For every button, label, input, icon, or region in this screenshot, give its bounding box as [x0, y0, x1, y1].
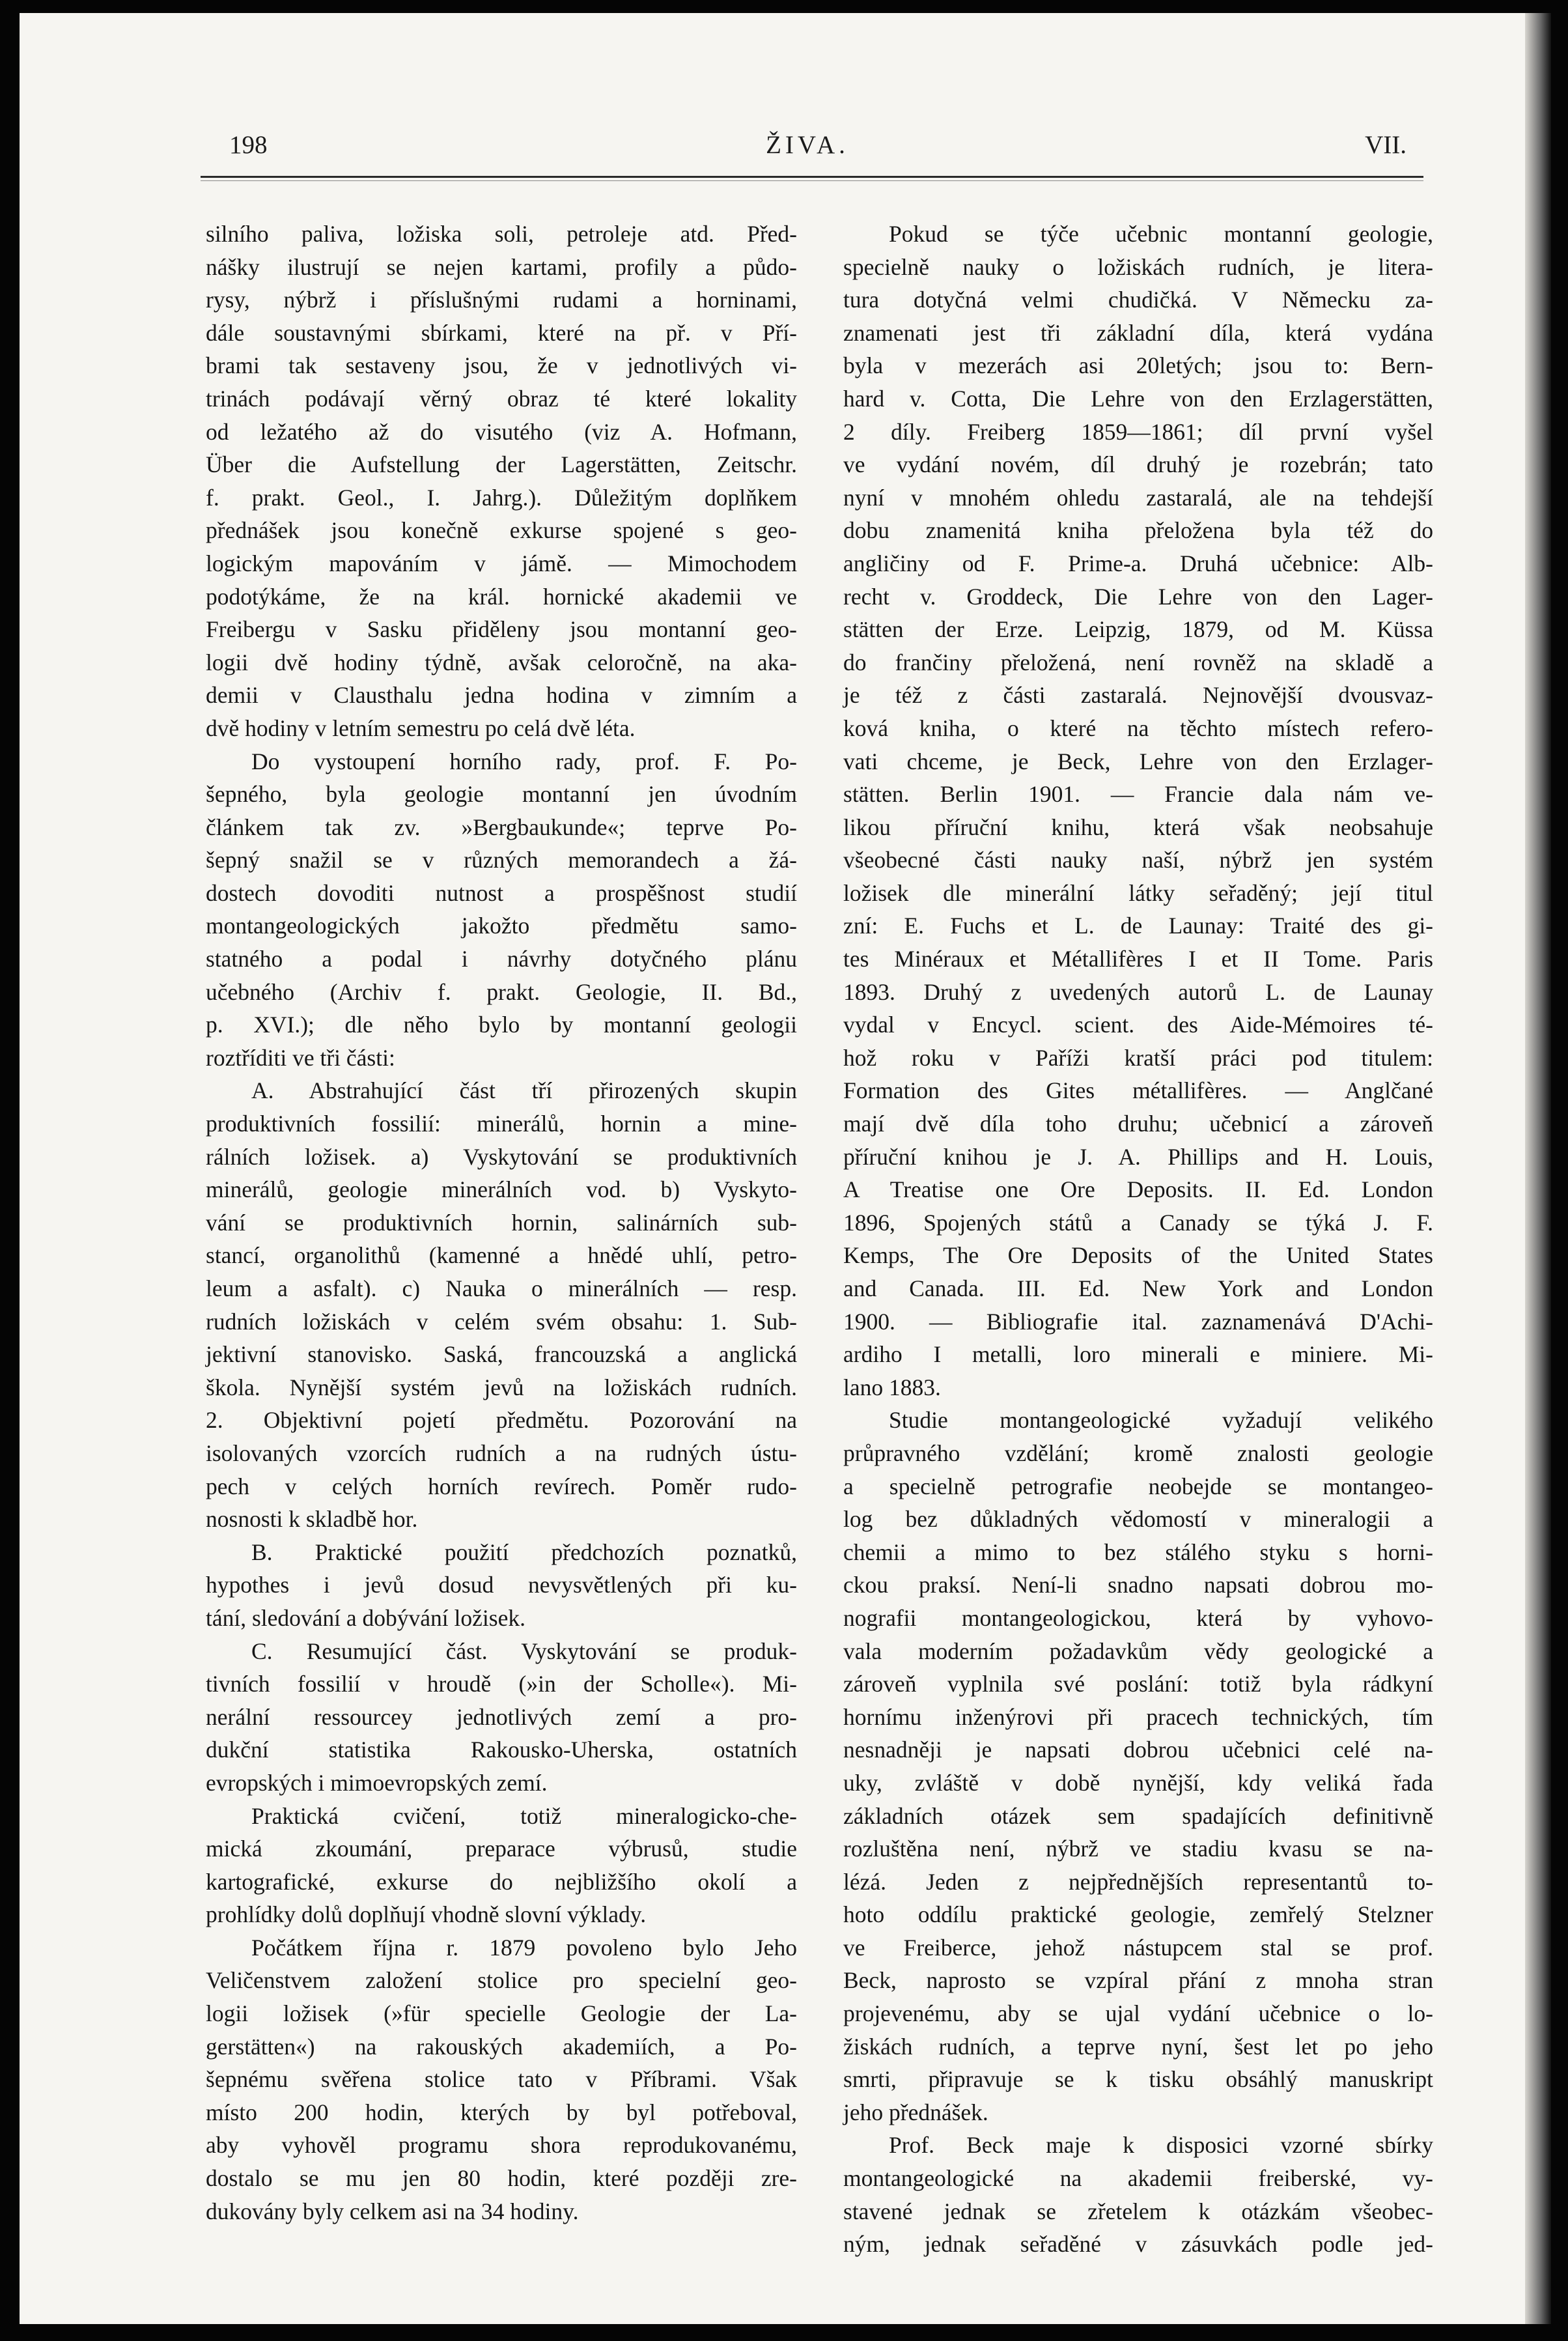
text-line: rudních ložiskách v celém svém obsahu: 1. Sub-	[206, 1308, 797, 1335]
text-line: nerální ressourcey jednotlivých zemí a pro-	[206, 1703, 797, 1730]
text-line: Über die Aufstellung der Lagerstätten, Zeitschr.	[206, 451, 797, 478]
text-line: tání, sledování a dobývání ložisek.	[206, 1604, 525, 1631]
text-line: f. prakt. Geol., I. Jahrg.). Důležitým doplňkem	[206, 484, 797, 511]
text-line: tivních fossilií v hroudě (»in der Scholle«). Mi-	[206, 1671, 797, 1697]
text-line: 1900. — Bibliografie ital. zaznamenává D'Achi-	[843, 1308, 1433, 1335]
text-line: A. Abstrahující část tří přirozených skupin	[251, 1077, 797, 1104]
text-line: logickým mapováním v jámě. — Mimochodem	[206, 550, 797, 576]
text-line: učebného (Archiv f. prakt. Geologie, II. Bd.,	[206, 978, 797, 1005]
text-line: Praktická cvičení, totiž mineralogicko-che-	[251, 1802, 797, 1829]
text-line: nyní v mnohém ohledu zastaralá, ale na tehdejší	[843, 484, 1433, 511]
text-line: smrti, připravuje se k tisku obsáhlý manuskript	[843, 2066, 1433, 2093]
text-line: vydal v Encycl. scient. des Aide-Mémoires té-	[843, 1012, 1433, 1038]
text-line: hož roku v Paříži kratší práci pod titulem:	[843, 1044, 1433, 1071]
text-line: lézá. Jeden z nejpřednějších representantů to-	[843, 1868, 1433, 1895]
text-line: isolovaných vzorcích rudních a na rudných ústu-	[206, 1440, 797, 1466]
text-line: Pokud se týče učebnic montanní geologie,	[889, 221, 1433, 247]
text-line: 2. Objektivní pojetí předmětu. Pozorování na	[206, 1407, 797, 1434]
text-line: tura dotyčná velmi chudičká. V Německu za-	[843, 287, 1433, 313]
text-line: brami tak sestaveny jsou, že v jednotlivých vi-	[206, 352, 797, 379]
text-line: demii v Clausthalu jedna hodina v zimním a	[206, 682, 797, 709]
text-line: montangeologických jakožto předmětu samo-	[206, 913, 797, 939]
text-line: evropských i mimoevropských zemí.	[206, 1769, 548, 1796]
text-line: and Canada. III. Ed. New York and London	[843, 1275, 1433, 1301]
text-line: montangeologické na akademii freiberské, vy-	[843, 2165, 1433, 2192]
text-line: dostalo se mu jen 80 hodin, které později zre-	[206, 2165, 797, 2192]
text-line: mická zkoumání, preparace výbrusů, studie	[206, 1836, 797, 1862]
text-line: podotýkáme, že na král. hornické akademii ve	[206, 583, 797, 610]
text-line: tes Minéraux et Métallifères I et II Tome. Paris	[843, 946, 1433, 972]
text-line: základních otázek sem spadajících definitivně	[843, 1802, 1433, 1829]
text-line: gerstätten«) na rakouských akademiích, a Po-	[206, 2033, 797, 2060]
text-line: 2 díly. Freiberg 1859—1861; díl první vyšel	[843, 418, 1433, 445]
text-line: minerálů, geologie minerálních vod. b) Vyskyto-	[206, 1176, 797, 1203]
text-line: angličiny od F. Prime-a. Druhá učebnice: Alb-	[843, 550, 1433, 576]
text-line: Kemps, The Ore Deposits of the United States	[843, 1242, 1433, 1269]
text-line: uky, zvláště v době nynější, kdy veliká řada	[843, 1769, 1433, 1796]
text-line: Prof. Beck maje k disposici vzorné sbírky	[889, 2132, 1433, 2159]
text-line: projevenému, aby se ujal vydání učebnice o lo-	[843, 2000, 1433, 2027]
text-line: stätten der Erze. Leipzig, 1879, od M. Küssa	[843, 616, 1433, 643]
text-line: Freibergu v Sasku přiděleny jsou montanní geo-	[206, 616, 797, 643]
text-line: Beck, naprosto se vzpíral přání z mnoha stran	[843, 1967, 1433, 1994]
text-line: nášky ilustrují se nejen kartami, profily a půdo-	[206, 253, 797, 280]
text-line: ve vydání novém, díl druhý je rozebrán; tato	[843, 451, 1433, 478]
text-line: mají dvě díla toho druhu; učebnicí a zároveň	[843, 1111, 1433, 1137]
text-line: zároveň vyplnila své poslání: totiž byla rádkyní	[843, 1671, 1433, 1697]
text-line: pech v celých horních revírech. Poměr rudo-	[206, 1473, 797, 1499]
text-line: je též z části zastaralá. Nejnovější dvousvaz-	[843, 682, 1433, 709]
text-line: dukovány byly celkem asi na 34 hodiny.	[206, 2198, 579, 2224]
text-line: kartografické, exkurse do nejbližšího okolí a	[206, 1868, 797, 1895]
text-line: nesnadněji je napsati dobrou učebnici celé na-	[843, 1737, 1433, 1763]
text-line: dále soustavnými sbírkami, které na př. v Pří-	[206, 319, 797, 346]
left-column	[206, 218, 797, 2228]
text-line: místo 200 hodin, kterých by byl potřeboval,	[206, 2099, 797, 2125]
text-line: ložisek dle minerální látky seřaděný; její titul	[843, 879, 1433, 906]
text-line: statného a podal i návrhy dotyčného plánu	[206, 946, 797, 972]
text-line: hard v. Cotta, Die Lehre von den Erzlagerstätten,	[843, 385, 1433, 412]
volume-number: VII.	[1365, 131, 1407, 159]
text-line: dostech dovoditi nutnost a prospěšnost studií	[206, 879, 797, 906]
text-line: hoto oddílu praktické geologie, zemřelý Stelzner	[843, 1901, 1433, 1928]
text-line: leum a asfalt). c) Nauka o minerálních — resp.	[206, 1275, 797, 1301]
journal-title: ŽIVA.	[766, 131, 849, 159]
text-line: 1896, Spojených států a Canady se týká J. F.	[843, 1209, 1433, 1236]
text-line: roztříditi ve tři části:	[206, 1044, 395, 1071]
text-line: žiskách rudních, a teprve nyní, šest let po jeho	[843, 2033, 1433, 2060]
header-rule-thin	[201, 180, 1423, 181]
text-line: průpravného vzdělání; kromě znalosti geologie	[843, 1440, 1433, 1466]
text-line: B. Praktické použití předchozích poznatků,	[251, 1539, 797, 1565]
text-line: Do vystoupení horního rady, prof. F. Po-	[251, 748, 797, 774]
text-line: 1893. Druhý z uvedených autorů L. de Launay	[843, 978, 1433, 1005]
text-line: likou příruční knihu, která však neobsahuje	[843, 814, 1433, 840]
text-line: dobu znamenitá kniha přeložena byla též do	[843, 517, 1433, 544]
text-line: logii dvě hodiny týdně, avšak celoročně, na aka-	[206, 649, 797, 675]
text-line: dvě hodiny v letním semestru po celá dvě léta.	[206, 715, 636, 741]
text-line: od ležatého až do visutého (viz A. Hofmann,	[206, 418, 797, 445]
text-line: šepnému svěřena stolice tato v Příbrami. Však	[206, 2066, 797, 2093]
right-column	[843, 218, 1433, 2261]
page-edge-shadow	[1525, 13, 1551, 2324]
text-line: stavené jednak se zřetelem k otázkám všeobec-	[843, 2198, 1433, 2224]
text-line: A Treatise one Ore Deposits. II. Ed. London	[843, 1176, 1433, 1203]
text-line: Veličenstvem založení stolice pro specielní geo-	[206, 1967, 797, 1994]
text-line: jektivní stanovisko. Saská, francouzská a anglická	[206, 1341, 797, 1368]
text-line: C. Resumující část. Vyskytování se produk-	[251, 1638, 797, 1664]
text-line: dukční statistika Rakousko-Uherska, ostatních	[206, 1737, 797, 1763]
text-line: Počátkem října r. 1879 povoleno bylo Jeho	[251, 1934, 797, 1961]
text-line: specielně nauky o ložiskách rudních, je litera-	[843, 253, 1433, 280]
text-line: stätten. Berlin 1901. — Francie dala nám ve-	[843, 781, 1433, 808]
text-line: ardiho I metalli, loro minerali e miniere. Mi-	[843, 1341, 1433, 1368]
running-header	[189, 130, 1426, 176]
text-line: šepného, byla geologie montanní jen úvodním	[206, 781, 797, 808]
text-line: a specielně petrografie neobejde se montangeo-	[843, 1473, 1433, 1499]
text-line: vati chceme, je Beck, Lehre von den Erzlager-	[843, 748, 1433, 774]
text-line: vání se produktivních hornin, salinárních sub-	[206, 1209, 797, 1236]
text-line: stancí, organolithů (kamenné a hnědé uhlí, petro-	[206, 1242, 797, 1269]
text-line: znamenati jest tři základní díla, která vydána	[843, 319, 1433, 346]
text-line: trinách podávají věrný obraz té které lokality	[206, 385, 797, 412]
text-line: Formation des Gites métallifères. — Anglčané	[843, 1077, 1433, 1104]
text-line: prohlídky dolů doplňují vhodně slovní výklady.	[206, 1901, 647, 1928]
text-line: rozluštěna není, nýbrž ve stadiu kvasu se na-	[843, 1836, 1433, 1862]
text-line: rysy, nýbrž i příslušnými rudami a horninami,	[206, 287, 797, 313]
page-number: 198	[229, 131, 268, 159]
text-line: vala moderním požadavkům vědy geologické a	[843, 1638, 1433, 1664]
text-line: ve Freiberce, jehož nástupcem stal se prof.	[843, 1934, 1433, 1961]
text-line: hornímu inženýrovi při pracech technických, tím	[843, 1703, 1433, 1730]
text-line: byla v mezerách asi 20letých; jsou to: Bern-	[843, 352, 1433, 379]
text-line: zní: E. Fuchs et L. de Launay: Traité des gi-	[843, 913, 1433, 939]
text-line: nosnosti k skladbě hor.	[206, 1506, 418, 1533]
text-line: produktivních fossilií: minerálů, hornin a mine-	[206, 1111, 797, 1137]
text-line: škola. Nynější systém jevů na ložiskách rudních.	[206, 1374, 797, 1400]
text-line: článkem tak zv. »Bergbaukunde«; teprve Po-	[206, 814, 797, 840]
text-line: rálních ložisek. a) Vyskytování se produktivních	[206, 1143, 797, 1170]
text-line: ným, jednak seřaděné v zásuvkách podle jed-	[843, 2231, 1433, 2258]
text-line: všeobecné části nauky naší, nýbrž jen systém	[843, 847, 1433, 873]
text-line: log bez důkladných vědomostí v mineralogii a	[843, 1506, 1433, 1533]
text-line: jeho přednášek.	[843, 2099, 988, 2125]
text-line: do frančiny přeložená, není rovněž na skladě a	[843, 649, 1433, 675]
text-line: logii ložisek (»für specielle Geologie der La-	[206, 2000, 797, 2027]
text-line: p. XVI.); dle něho bylo by montanní geologii	[206, 1012, 797, 1038]
header-rule	[201, 176, 1423, 178]
text-line: chemii a mimo to bez stálého styku s horni-	[843, 1539, 1433, 1565]
text-line: lano 1883.	[843, 1374, 941, 1400]
text-line: hypothes i jevů dosud nevysvětlených při ku-	[206, 1572, 797, 1598]
text-line: šepný snažil se v různých memorandech a žá-	[206, 847, 797, 873]
text-line: silního paliva, ložiska soli, petroleje atd. Před-	[206, 221, 797, 247]
text-line: přednášek jsou konečně exkurse spojené s geo-	[206, 517, 797, 544]
text-line: aby vyhověl programu shora reprodukovanému,	[206, 2132, 797, 2159]
text-line: ková kniha, o které na těchto místech refero-	[843, 715, 1433, 741]
text-line: Studie montangeologické vyžadují velikého	[889, 1407, 1433, 1434]
text-line: příruční knihou je J. A. Phillips and H. Louis,	[843, 1143, 1433, 1170]
text-line: nografii montangeologickou, která by vyhovo-	[843, 1604, 1433, 1631]
text-line: recht v. Groddeck, Die Lehre von den Lager-	[843, 583, 1433, 610]
text-line: ckou praksí. Není-li snadno napsati dobrou mo-	[843, 1572, 1433, 1598]
